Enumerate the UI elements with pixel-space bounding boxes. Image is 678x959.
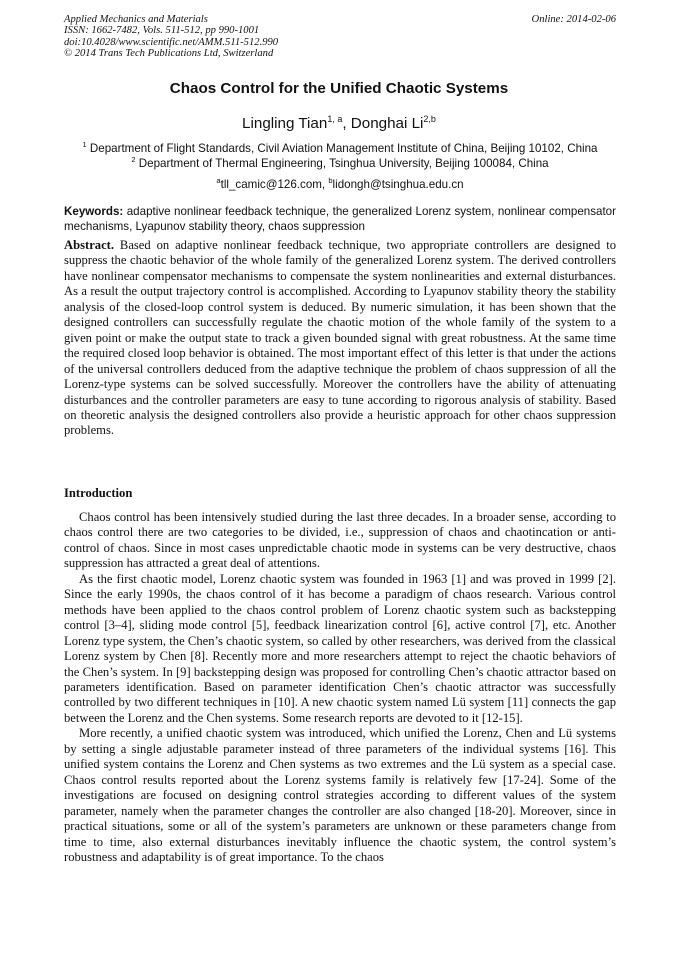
abstract-text: Based on adaptive nonlinear feedback technique, two appropriate controllers are designed to suppress the chaotic behavior of the whole family of the generalized Lorenz system. The derived controllers have nonlinear compensator mechanisms to compensate the system nonlinearities and external disturbances. As a result the output trajectory control is accomplished. According to Lyapunov stability theory the stability analysis of the closed-loop control system is deduced. By numeric simulation, it has been shown that the designed controllers can successfully regulate the chaotic motion of the whole family of the system to a given point or make the output state to track a given bounded signal with great robustness. At the same time the required closed loop behavior is obtained. The most important effect of this letter is that under the actions of the universal controllers deduced from the adaptive technique the problem of chaos suppression of all the Lorenz-type systems can be solved successfully. Moreover the controllers have the ability of attenuating disturbances and the controller parameters are easy to tune according to rigorous analysis of stability. Based on theoretic analysis the designed controllers also provide a heuristic approach for other chaos suppression problems.	[64, 238, 616, 438]
paper-title: Chaos Control for the Unified Chaotic Systems	[169, 80, 509, 97]
author-name: Donghai Li	[350, 115, 424, 133]
issn-line: ISSN: 1662-7482, Vols. 511-512, pp 990-1001	[64, 25, 260, 37]
paragraph: More recently, a unified chaotic system was introduced, which unified the Lorenz, Chen and Lü systems by setting a single adjustable parameter instead of three parameters of the individual systems [16]. This unified system contains the Lorenz and Chen systems as two extremes and the Lü system as a special case. Chaos control results reported about the Lorenz systems family is relatively few [17-24]. Some of the investigations are focused on designing control strategies according to different values of the system parameter, namely when the parameter changes the controller are also changed [18-20]. Moreover, since in practical situations, some or all of the system’s parameters are unknown or these parameters change from time to time, also external disturbances inevitably influence the chaotic system, the control system’s robustness and adaptability is of great importance. To the chaos	[64, 726, 616, 864]
email-address: lidongh@tsinghua.edu.cn	[332, 177, 464, 191]
email-superscript: a	[216, 176, 221, 185]
affiliation-number: 2	[131, 155, 136, 164]
introduction-body	[64, 510, 616, 865]
keywords-text: adaptive nonlinear feedback technique, the generalized Lorenz system, nonlinear compensator mechanisms, Lyapunov stability theory, chaos suppression	[64, 205, 616, 233]
author-line	[0, 114, 678, 132]
email-line	[64, 176, 616, 191]
author-name: Lingling Tian	[242, 115, 328, 133]
paragraph: Chaos control has been intensively studied during the last three decades. In a broader sense, according to chaos control there are two categories to be divided, i.e., suppression of chaos and chaotincation or anti-control of chaos. Since in most cases unpredictable chaotic mode in systems can be very destructive, chaos suppression has attracted a great deal of attentions.	[64, 510, 616, 571]
journal-name: Applied Mechanics and Materials	[64, 14, 208, 25]
keywords-block	[64, 204, 616, 234]
paragraph: As the first chaotic model, Lorenz chaotic system was founded in 1963 [1] and was proved in 1999 [2]. Since the early 1990s, the chaos control of it has become a paradigm of chaos research. Various control methods have been applied to the chaos control problem of Lorenz chaotic system such as backstepping control [3–4], sliding mode control [5], feedback linearization control [6], active control [7], etc. Another Lorenz type system, the Chen’s chaotic system, so called by other researchers, was derived from the classical Lorenz system by Chen [8]. Recently more and more researchers attempt to reject the chaotic behaviors of the Chen’s system. In [9] backstepping design was proposed for controlling Chen’s chaotic attractor based on parameters identification. Based on parameter identification Chen’s chaotic attractor was successfully controlled by two different techniques in [10]. A new chaotic system named Lü system [11] connects the gap between the Lorenz and the Chen systems. Some research reports are devoted to it [12-15].	[64, 571, 616, 725]
email-superscript: b	[328, 176, 333, 185]
author-separator: ,	[342, 115, 351, 133]
abstract-block	[64, 238, 616, 439]
doi-line: doi:10.4028/www.scientific.net/AMM.511-512.990	[64, 36, 279, 48]
author-superscript: 2,b	[423, 114, 436, 124]
section-heading-introduction: Introduction	[64, 486, 133, 500]
affiliation-2	[64, 155, 616, 170]
affiliation-text: Department of Thermal Engineering, Tsinghua University, Beijing 100084, China	[135, 156, 549, 170]
affiliation-number: 1	[82, 140, 87, 149]
online-date: Online: 2014-02-06	[531, 14, 616, 25]
author-superscript: 1, a	[327, 114, 343, 124]
abstract-label: Abstract.	[64, 238, 115, 252]
affiliation-text: Department of Flight Standards, Civil Aviation Management Institute of China, Beijing 10102, China	[86, 141, 598, 155]
keywords-label: Keywords:	[64, 205, 124, 218]
copyright-line: © 2014 Trans Tech Publications Ltd, Switzerland	[64, 48, 274, 60]
affiliation-1	[64, 140, 616, 155]
email-address: tll_camic@126.com,	[220, 177, 329, 191]
journal-header	[64, 14, 616, 60]
